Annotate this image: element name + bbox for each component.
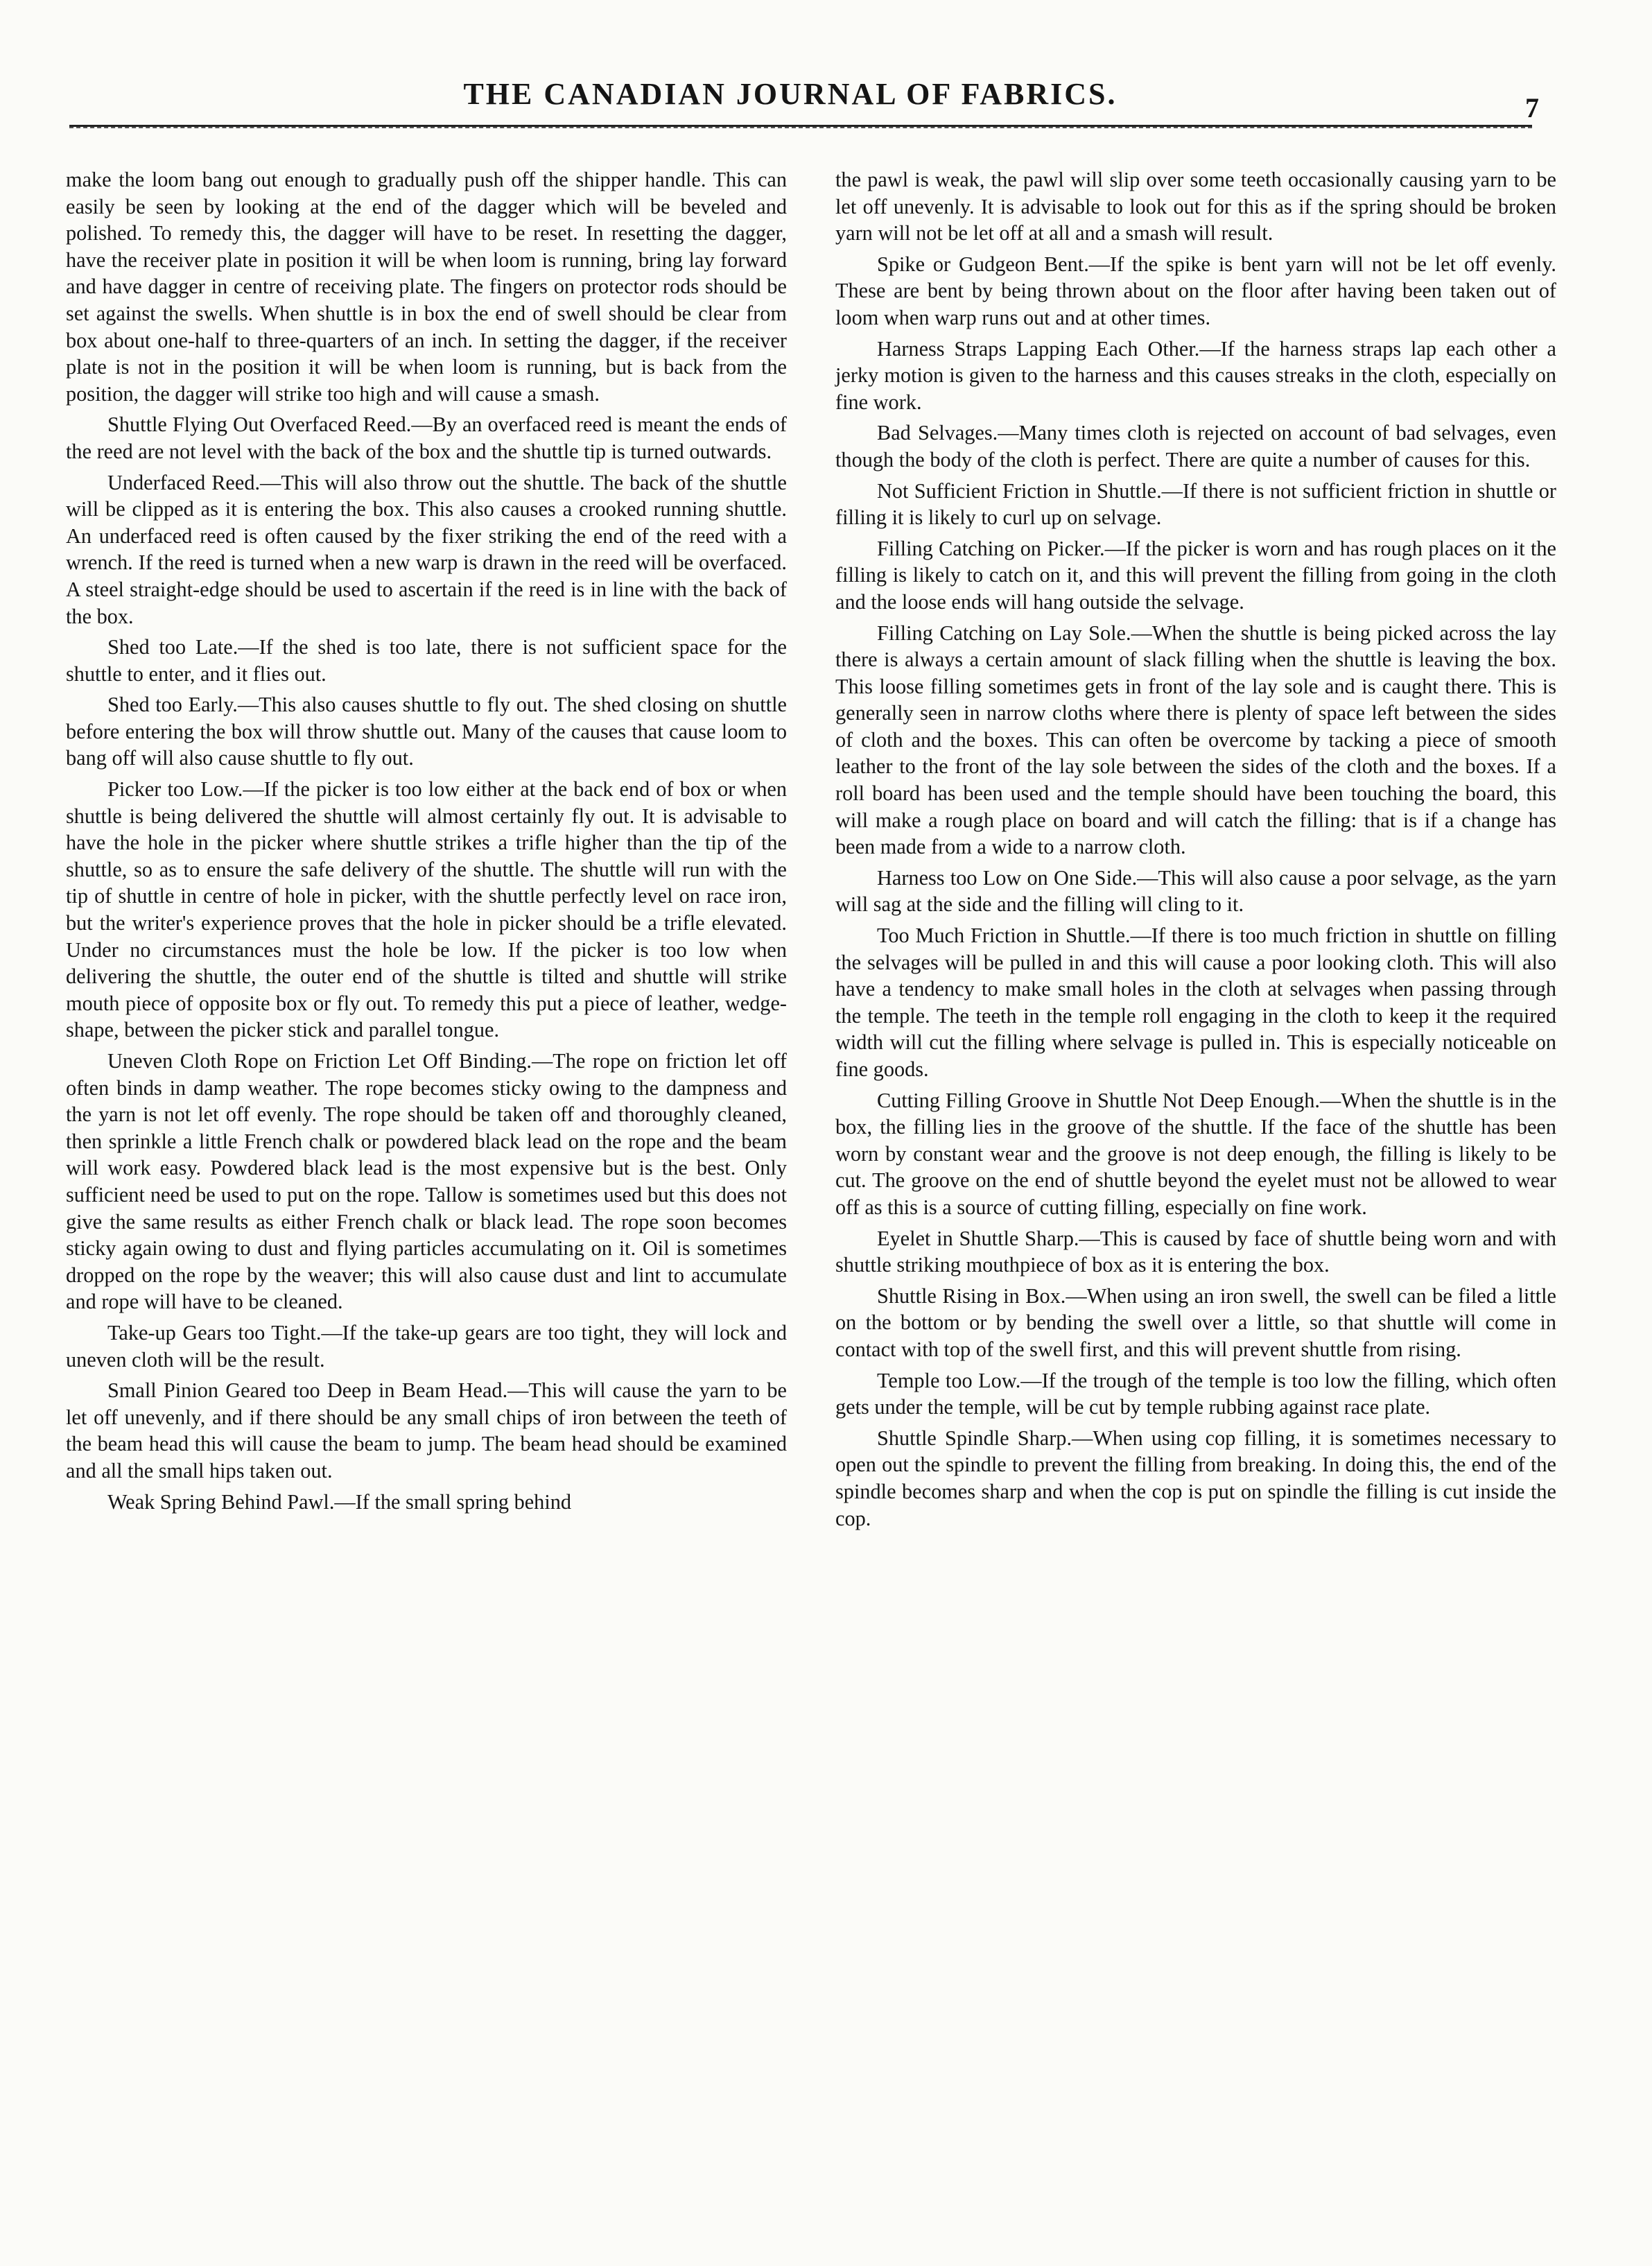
paragraph: Shed too Late.—If the shed is too late, there is not sufficient space for the shuttle to enter, and it flies out. [66,635,787,686]
paragraph: Underfaced Reed.—This will also throw out the shuttle. The back of the shuttle will be clipped as it is entering the box. This also causes a crooked running shuttle. An underfaced reed is often caused by the fixer striking the end of the reed with a wrench. If the reed is turned when a new warp is drawn in the reed will be overfaced. A steel straight-edge should be used to ascertain if the reed is in line with the back of the box. [66,470,787,628]
paragraph: Small Pinion Geared too Deep in Beam Head.—This will cause the yarn to be let off unevenly, and if there should be any small chips of iron between the teeth of the beam head this will cause the beam to jump. The beam head should be examined and all the small hips taken out. [66,1378,787,1482]
paragraph: Harness Straps Lapping Each Other.—If the harness straps lap each other a jerky motion is given to the harness and this causes streaks in the cloth, especially on fine work. [835,336,1556,414]
paragraph: Harness too Low on One Side.—This will also cause a poor selvage, as the yarn will sag at the side and the filling will cling to it. [835,865,1556,917]
paragraph: Uneven Cloth Rope on Friction Let Off Binding.—The rope on friction let off often binds in damp weather. The rope becomes sticky owing to the dampness and the yarn is not let off evenly. The rope should be taken off and thoroughly cleaned, then sprinkle a little French chalk or powdered black lead on the rope and the beam will work easy. Powdered black lead is the most expensive but is the best. Only sufficient need be used to put on the rope. Tallow is sometimes used but this does not give the same results as either French chalk or black lead. The rope soon becomes sticky again owing to dust and flying particles accumulating on it. Oil is sometimes dropped on the rope by the weaver; this will also cause dust and lint to accumulate and rope will have to be cleaned. [66,1049,787,1314]
journal-title: THE CANADIAN JOURNAL OF FABRICS. [463,77,1118,111]
paragraph: make the loom bang out enough to gradually push off the shipper handle. This can easily be seen by looking at the end of the dagger which will be beveled and polished. To remedy this, the dagger will have to be reset. In resetting the dagger, have the receiver plate in position it will be when loom is running, bring lay forward and have dagger in centre of receiving plate. The fingers on protector rods should be set against the swells. When shuttle is in box the end of swell should be clear from box about one-half to three-quarters of an inch. In setting the dagger, if the receiver plate is not in the position it will be when loom is running, but is back from the position, the dagger will strike too high and will cause a smash. [66,168,787,406]
paragraph: Spike or Gudgeon Bent.—If the spike is bent yarn will not be let off evenly. These are bent by being thrown about on the floor after having been taken out of loom when warp runs out and at other times. [835,252,1556,329]
paragraph: Too Much Friction in Shuttle.—If there is too much friction in shuttle on filling the selvages will be pulled in and this will cause a poor looking cloth. This will also have a tendency to make small holes in the cloth at selvages when passing through the temple. The teeth in the temple roll engaging in the cloth to keep it the required width will cut the filling where selvage is pulled in. This is especially noticeable on fine goods. [835,924,1556,1081]
paragraph: Shed too Early.—This also causes shuttle to fly out. The shed closing on shuttle before entering the box will throw shuttle out. Many of the causes that cause loom to bang off will also cause shuttle to fly out. [66,693,787,770]
paragraph: Cutting Filling Groove in Shuttle Not Deep Enough.—When the shuttle is in the box, the filling lies in the groove of the shuttle. If the face of the shuttle has been worn by constant wear and the groove is not deep enough, the filling is likely to be cut. The groove on the end of shuttle beyond the eyelet must not be allowed to wear off as this is a source of cutting filling, especially on fine work. [835,1088,1556,1219]
paragraph: Temple too Low.—If the trough of the temple is too low the filling, which often gets under the temple, will be cut by temple rubbing against race plate. [835,1368,1556,1419]
left-column [66,166,787,1519]
paragraph: Weak Spring Behind Pawl.—If the small spring behind [107,1489,572,1514]
paragraph: Filling Catching on Lay Sole.—When the shuttle is being picked across the lay there is always a certain amount of slack filling when the shuttle is leaving the box. This loose filling sometimes gets in front of the lay sole and is caught there. This is generally seen in narrow cloths where there is plenty of space left between the sides of cloth and the boxes. This can often be overcome by tacking a piece of smooth leather to the front of the lay sole between the sides of the cloth and the boxes. If a roll board has been used and the temple should have been touching the board, this will make a rough place on board and will catch the filling: that is if a change has been made from a wide to a narrow cloth. [835,621,1556,859]
paragraph: Picker too Low.—If the picker is too low either at the back end of box or when shuttle is being delivered the shuttle will almost certainly fly out. It is advisable to have the hole in the picker where shuttle strikes a trifle higher than the tip of the shuttle, so as to ensure the safe delivery of the shuttle. The shuttle will run with the tip of shuttle in centre of hole in picker, with the shuttle perfectly level on race iron, but the writer's experience proves that the hole in picker should be a trifle elevated. Under no circumstances must the hole be low. If the picker is too low when delivering the shuttle, the outer end of the shuttle is tilted and shuttle will strike mouth piece of opposite box or fly out. To remedy this put a piece of leather, wedge-shape, between the picker stick and parallel tongue. [66,777,787,1042]
header-rule [69,125,1532,128]
paragraph: Take-up Gears too Tight.—If the take-up gears are too tight, they will lock and uneven cloth will be the result. [66,1320,787,1372]
paragraph: Not Sufficient Friction in Shuttle.—If there is not sufficient friction in shuttle or filling it is likely to curl up on selvage. [835,478,1556,530]
paragraph: Eyelet in Shuttle Sharp.—This is caused by face of shuttle being worn and with shuttle striking mouthpiece of box as it is entering the box. [835,1226,1556,1277]
paragraph: Shuttle Spindle Sharp.—When using cop filling, it is sometimes necessary to open out the spindle to prevent the filling from breaking. In doing this, the end of the spindle becomes sharp and when the cop is put on spindle the filling is cut inside the cop. [835,1426,1556,1530]
paragraph: Filling Catching on Picker.—If the picker is worn and has rough places on it the filling is likely to catch on it, and this will prevent the filling from going in the cloth and the loose ends will hang outside the selvage. [835,536,1556,614]
paragraph: Bad Selvages.—Many times cloth is rejected on account of bad selvages, even though the body of the cloth is perfect. There are quite a number of causes for this. [835,421,1556,472]
paragraph: Shuttle Flying Out Overfaced Reed.—By an overfaced reed is meant the ends of the reed are not level with the back of the box and the shuttle tip is turned outwards. [66,413,787,463]
page-header [42,76,1539,132]
right-column [835,166,1556,1536]
page-number: 7 [1525,92,1539,123]
paragraph: Shuttle Rising in Box.—When using an iron swell, the swell can be filed a little on the bottom or by bending the swell over a little, so that shuttle will come in contact with top of the swell first, and this will prevent shuttle from rising. [835,1283,1556,1361]
paragraph: the pawl is weak, the pawl will slip over some teeth occasionally causing yarn to be let off unevenly. It is advisable to look out for this as if the spring should be broken yarn will not be let off at all and a smash will result. [835,168,1556,245]
